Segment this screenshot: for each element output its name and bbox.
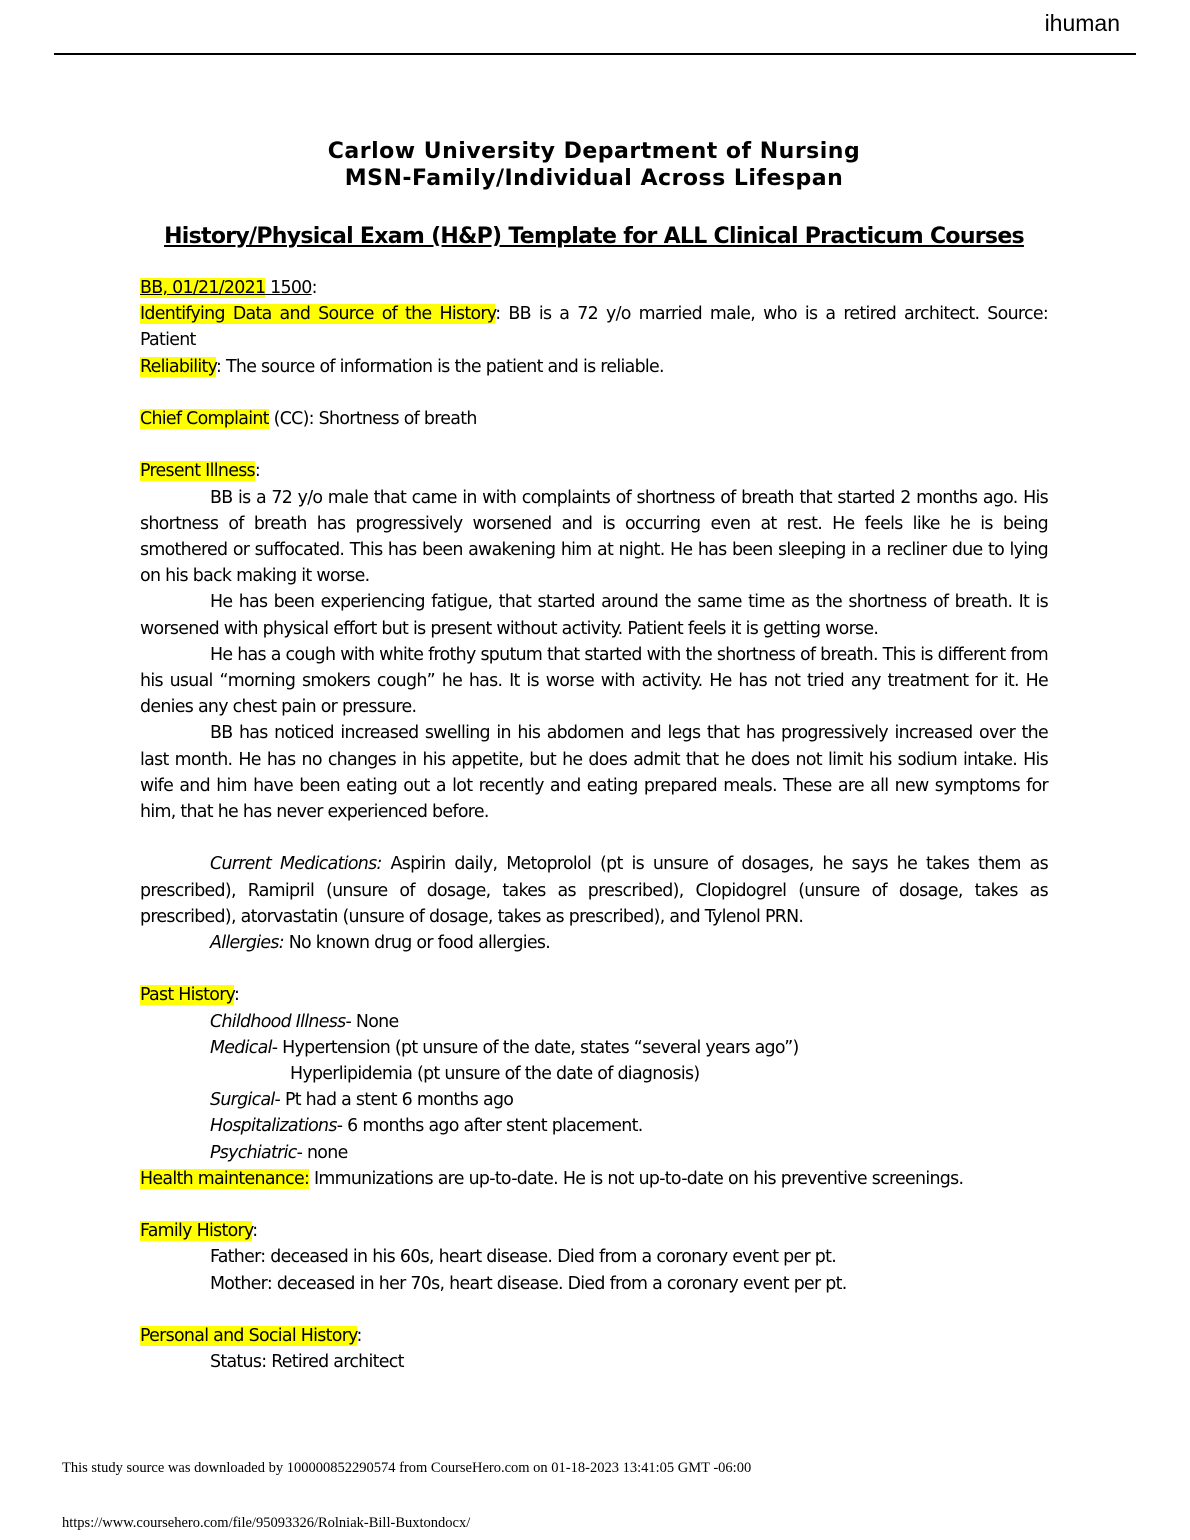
present-illness-paragraph: BB has noticed increased swelling in his abdomen and legs that has progressively increased over the last month. He has no changes in his appetite, but he does admit that he does not limit his sodium intake. His wife and him have been eating out a lot recently and eating prepared meals. These are all new symptoms for him, that he has never experienced before.	[140, 723, 1048, 823]
family-history-label: Family History	[140, 1221, 253, 1242]
hospitalizations-label: Hospitalizations	[210, 1116, 337, 1137]
psychiatric-text: - none	[296, 1142, 348, 1163]
identifying-text: : BB is a 72 y/o married male, who is a retired architect. Source: Patient	[140, 304, 1048, 351]
medical-text: - Hypertension (pt unsure of the date, states “several years ago”)	[271, 1037, 799, 1058]
childhood-text: - None	[345, 1011, 399, 1032]
social-history-status: Status: Retired architect	[210, 1352, 404, 1373]
psychiatric-history	[140, 1140, 1048, 1166]
present-illness-colon: :	[254, 461, 261, 482]
visit-id: BB, 01/21/2021	[140, 278, 266, 298]
hospitalizations	[140, 1113, 1048, 1139]
present-illness-label: Present Illness	[140, 461, 255, 482]
present-illness-paragraph: BB is a 72 y/o male that came in with complaints of shortness of breath that started 2 months ago. His shortness of breath has progressively worsened and is occurring even at rest. He feels like he is being smothered or suffocated. This has been awakening him at night. He has been sleeping in a recliner due to lying on his back making it worse.	[140, 487, 1048, 587]
allergies	[140, 930, 1048, 956]
download-note: This study source was downloaded by 100000852290574 from CourseHero.com on 01-18-2023 13:41:05 GMT -06:00	[62, 1460, 752, 1476]
social-history-label: Personal and Social History	[140, 1326, 357, 1347]
reliability-text: : The source of information is the patient and is reliable.	[216, 356, 664, 377]
identifying-label: Identifying Data and Source of the History	[140, 304, 496, 325]
medical-history	[140, 1035, 1048, 1061]
family-history-heading	[140, 1218, 1048, 1244]
medical-history-2: Hyperlipidemia (pt unsure of the date of diagnosis)	[290, 1064, 700, 1085]
medications-text: Aspirin daily, Metoprolol (pt is unsure of dosages, he says he takes them as prescribed), Ramipril (unsure of dosage, takes as prescribed), Clopidogrel (unsure of dosage, takes as prescribed), atorvastatin (unsure of dosage, takes as prescribed), and Tylenol PRN.	[140, 854, 1048, 927]
header-divider	[54, 53, 1136, 55]
surgical-history	[140, 1087, 1048, 1113]
past-history-heading	[140, 982, 1048, 1008]
chief-complaint-label: Chief Complaint	[140, 409, 269, 429]
document-title	[140, 138, 1048, 192]
title-line-2: MSN-Family/Individual Across Lifespan	[344, 166, 844, 191]
family-history-father: Father: deceased in his 60s, heart disease. Died from a coronary event per pt.	[210, 1247, 837, 1268]
surgical-text: - Pt had a stent 6 months ago	[274, 1090, 514, 1111]
social-history-heading	[140, 1323, 1048, 1349]
psychiatric-label: Psychiatric	[210, 1142, 297, 1163]
current-medications	[140, 851, 1048, 930]
past-history-label: Past History	[140, 985, 234, 1006]
document-subtitle: History/Physical Exam (H&P) Template for ALL Clinical Practicum Courses	[164, 224, 1024, 249]
allergies-text: No known drug or food allergies.	[283, 933, 551, 954]
title-line-1: Carlow University Department of Nursing	[327, 139, 861, 164]
visit-colon: :	[311, 278, 317, 298]
surgical-label: Surgical	[210, 1090, 275, 1111]
past-history-colon: :	[233, 985, 240, 1006]
allergies-label: Allergies:	[210, 933, 284, 954]
source-url[interactable]: https://www.coursehero.com/file/95093326/Rolniak-Bill-Buxtondocx/	[62, 1515, 471, 1531]
health-maintenance	[140, 1166, 1048, 1192]
medications-label: Current Medications:	[210, 854, 382, 875]
family-history-colon: :	[252, 1221, 258, 1242]
document-body	[140, 138, 1048, 1375]
family-history-mother: Mother: deceased in her 70s, heart disease. Died from a coronary event per pt.	[210, 1273, 847, 1294]
hospitalizations-text: - 6 months ago after stent placement.	[336, 1116, 643, 1137]
reliability	[140, 354, 1048, 380]
childhood-illness	[140, 1009, 1048, 1035]
present-illness-heading	[140, 458, 1048, 484]
header-brand: ihuman	[1044, 10, 1120, 36]
social-history-colon: :	[356, 1326, 362, 1347]
visit-time: 1500	[265, 278, 312, 298]
reliability-label: Reliability	[140, 356, 216, 377]
chief-complaint-text: (CC): Shortness of breath	[268, 409, 477, 429]
visit-line	[140, 275, 1048, 301]
health-maintenance-label: Health maintenance:	[140, 1168, 310, 1189]
present-illness-paragraph: He has been experiencing fatigue, that started around the same time as the shortness of breath. It is worsened with physical effort but is present without activity. Patient feels it is getting worse.	[140, 592, 1048, 639]
chief-complaint	[140, 406, 1048, 432]
medical-label: Medical	[210, 1037, 272, 1058]
health-maintenance-text: Immunizations are up-to-date. He is not up-to-date on his preventive screenings.	[309, 1168, 964, 1189]
identifying-data	[140, 301, 1048, 353]
childhood-label: Childhood Illness	[210, 1011, 346, 1032]
present-illness-paragraph: He has a cough with white frothy sputum that started with the shortness of breath. This is different from his usual “morning smokers cough” he has. It is worse with activity. He has not tried any treatment for it. He denies any chest pain or pressure.	[140, 644, 1048, 718]
